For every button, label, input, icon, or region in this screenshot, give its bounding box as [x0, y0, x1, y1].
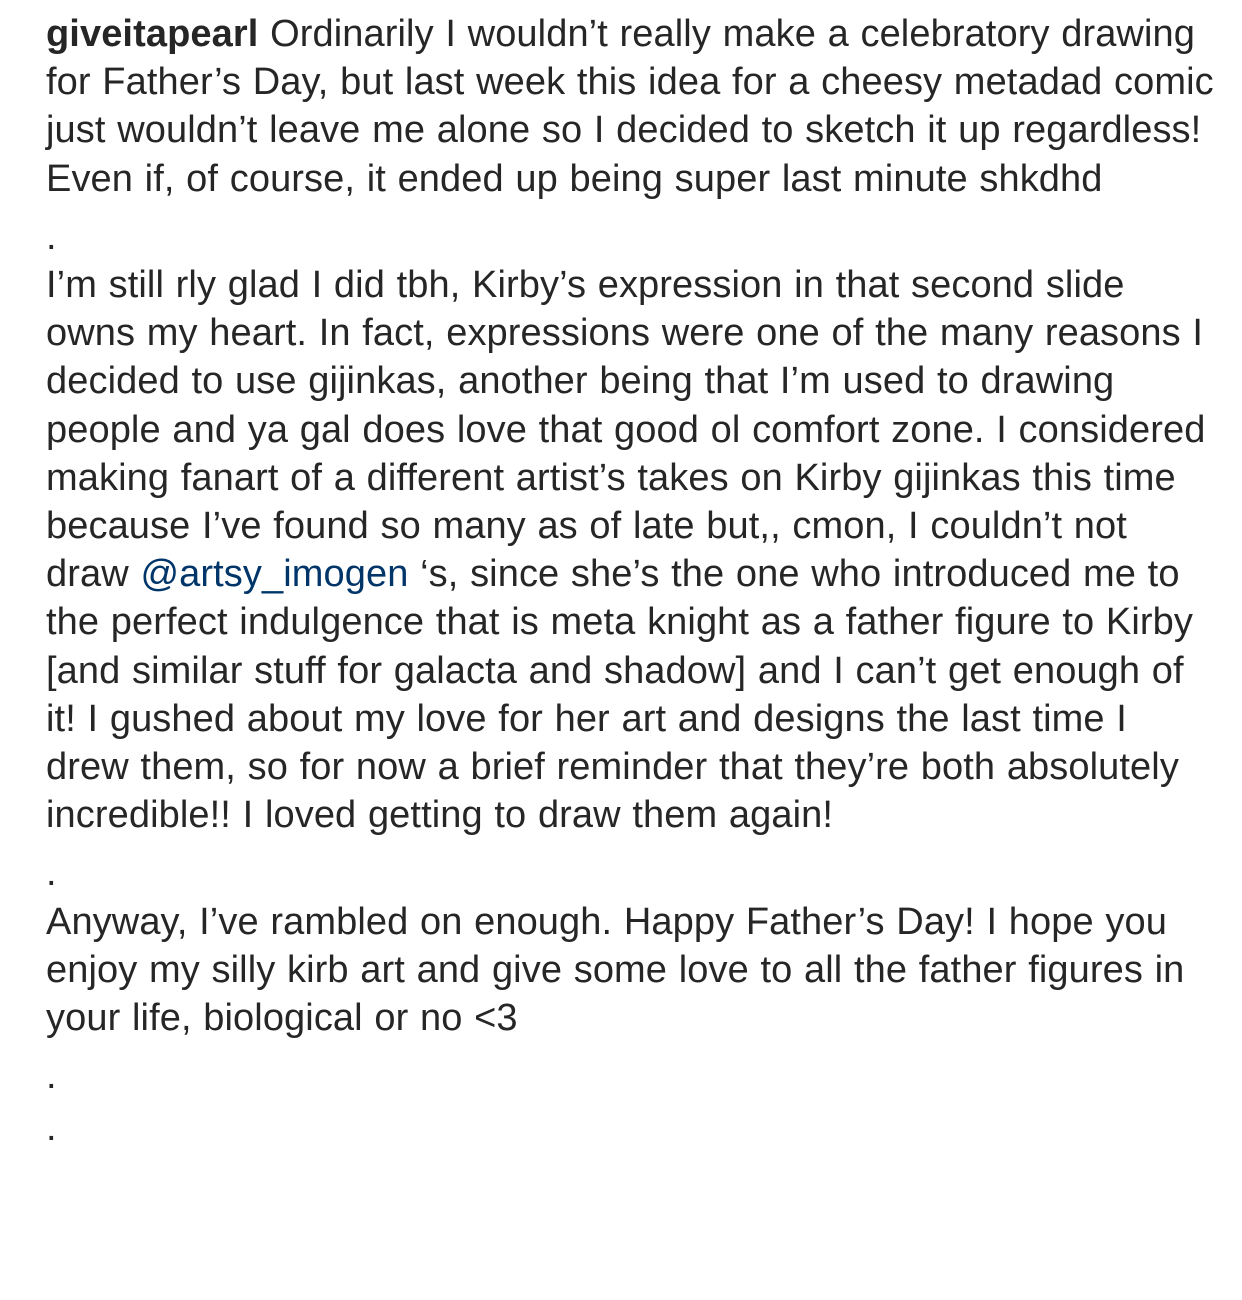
caption-paragraph-2 [46, 261, 1221, 839]
caption-separator: . [46, 852, 57, 895]
caption-text-1: Ordinarily I wouldn’t really make a celebratory drawing for Father’s Day, but last week this idea for a cheesy metadad comic just wouldn’t leave me alone so I decided to sketch it up regardless! Even if, of course, it ended up being super last minute shkdhd [46, 13, 1214, 200]
caption-text-2b: ‘s, since she’s the one who introduced me to the perfect indulgence that is meta knight as a father figure to Kirby [and similar stuff for galacta and shadow] and I can’t get enough of it! I gushed about my love for her art and designs the last time I drew them, so for now a brief reminder that they’re both absolutely incredible!! I loved getting to draw them again! [46, 553, 1193, 837]
post-caption [46, 10, 1221, 1153]
caption-paragraph-1 [46, 10, 1221, 203]
caption-separator: . [46, 1107, 57, 1150]
caption-text-3: Anyway, I’ve rambled on enough. Happy Father’s Day! I hope you enjoy my silly kirb art and give some love to all the father figures in your life, biological or no <3 [46, 900, 1185, 1040]
caption-separator: . [46, 215, 57, 258]
caption-paragraph-3 [46, 898, 1221, 1043]
caption-text-2a: I’m still rly glad I did tbh, Kirby’s expression in that second slide owns my heart. In fact, expressions were one of the many reasons I decided to use gijinkas, another being that I’m used to drawing people and ya gal does love that good ol comfort zone. I considered making fanart of a different artist’s takes on Kirby gijinkas this time because I’ve found so many as of late but,, cmon, I couldn’t not draw [46, 264, 1206, 596]
caption-separator: . [46, 1055, 57, 1098]
username-link[interactable]: giveitapearl [46, 13, 259, 55]
mention-link[interactable]: @artsy_imogen [140, 553, 409, 596]
